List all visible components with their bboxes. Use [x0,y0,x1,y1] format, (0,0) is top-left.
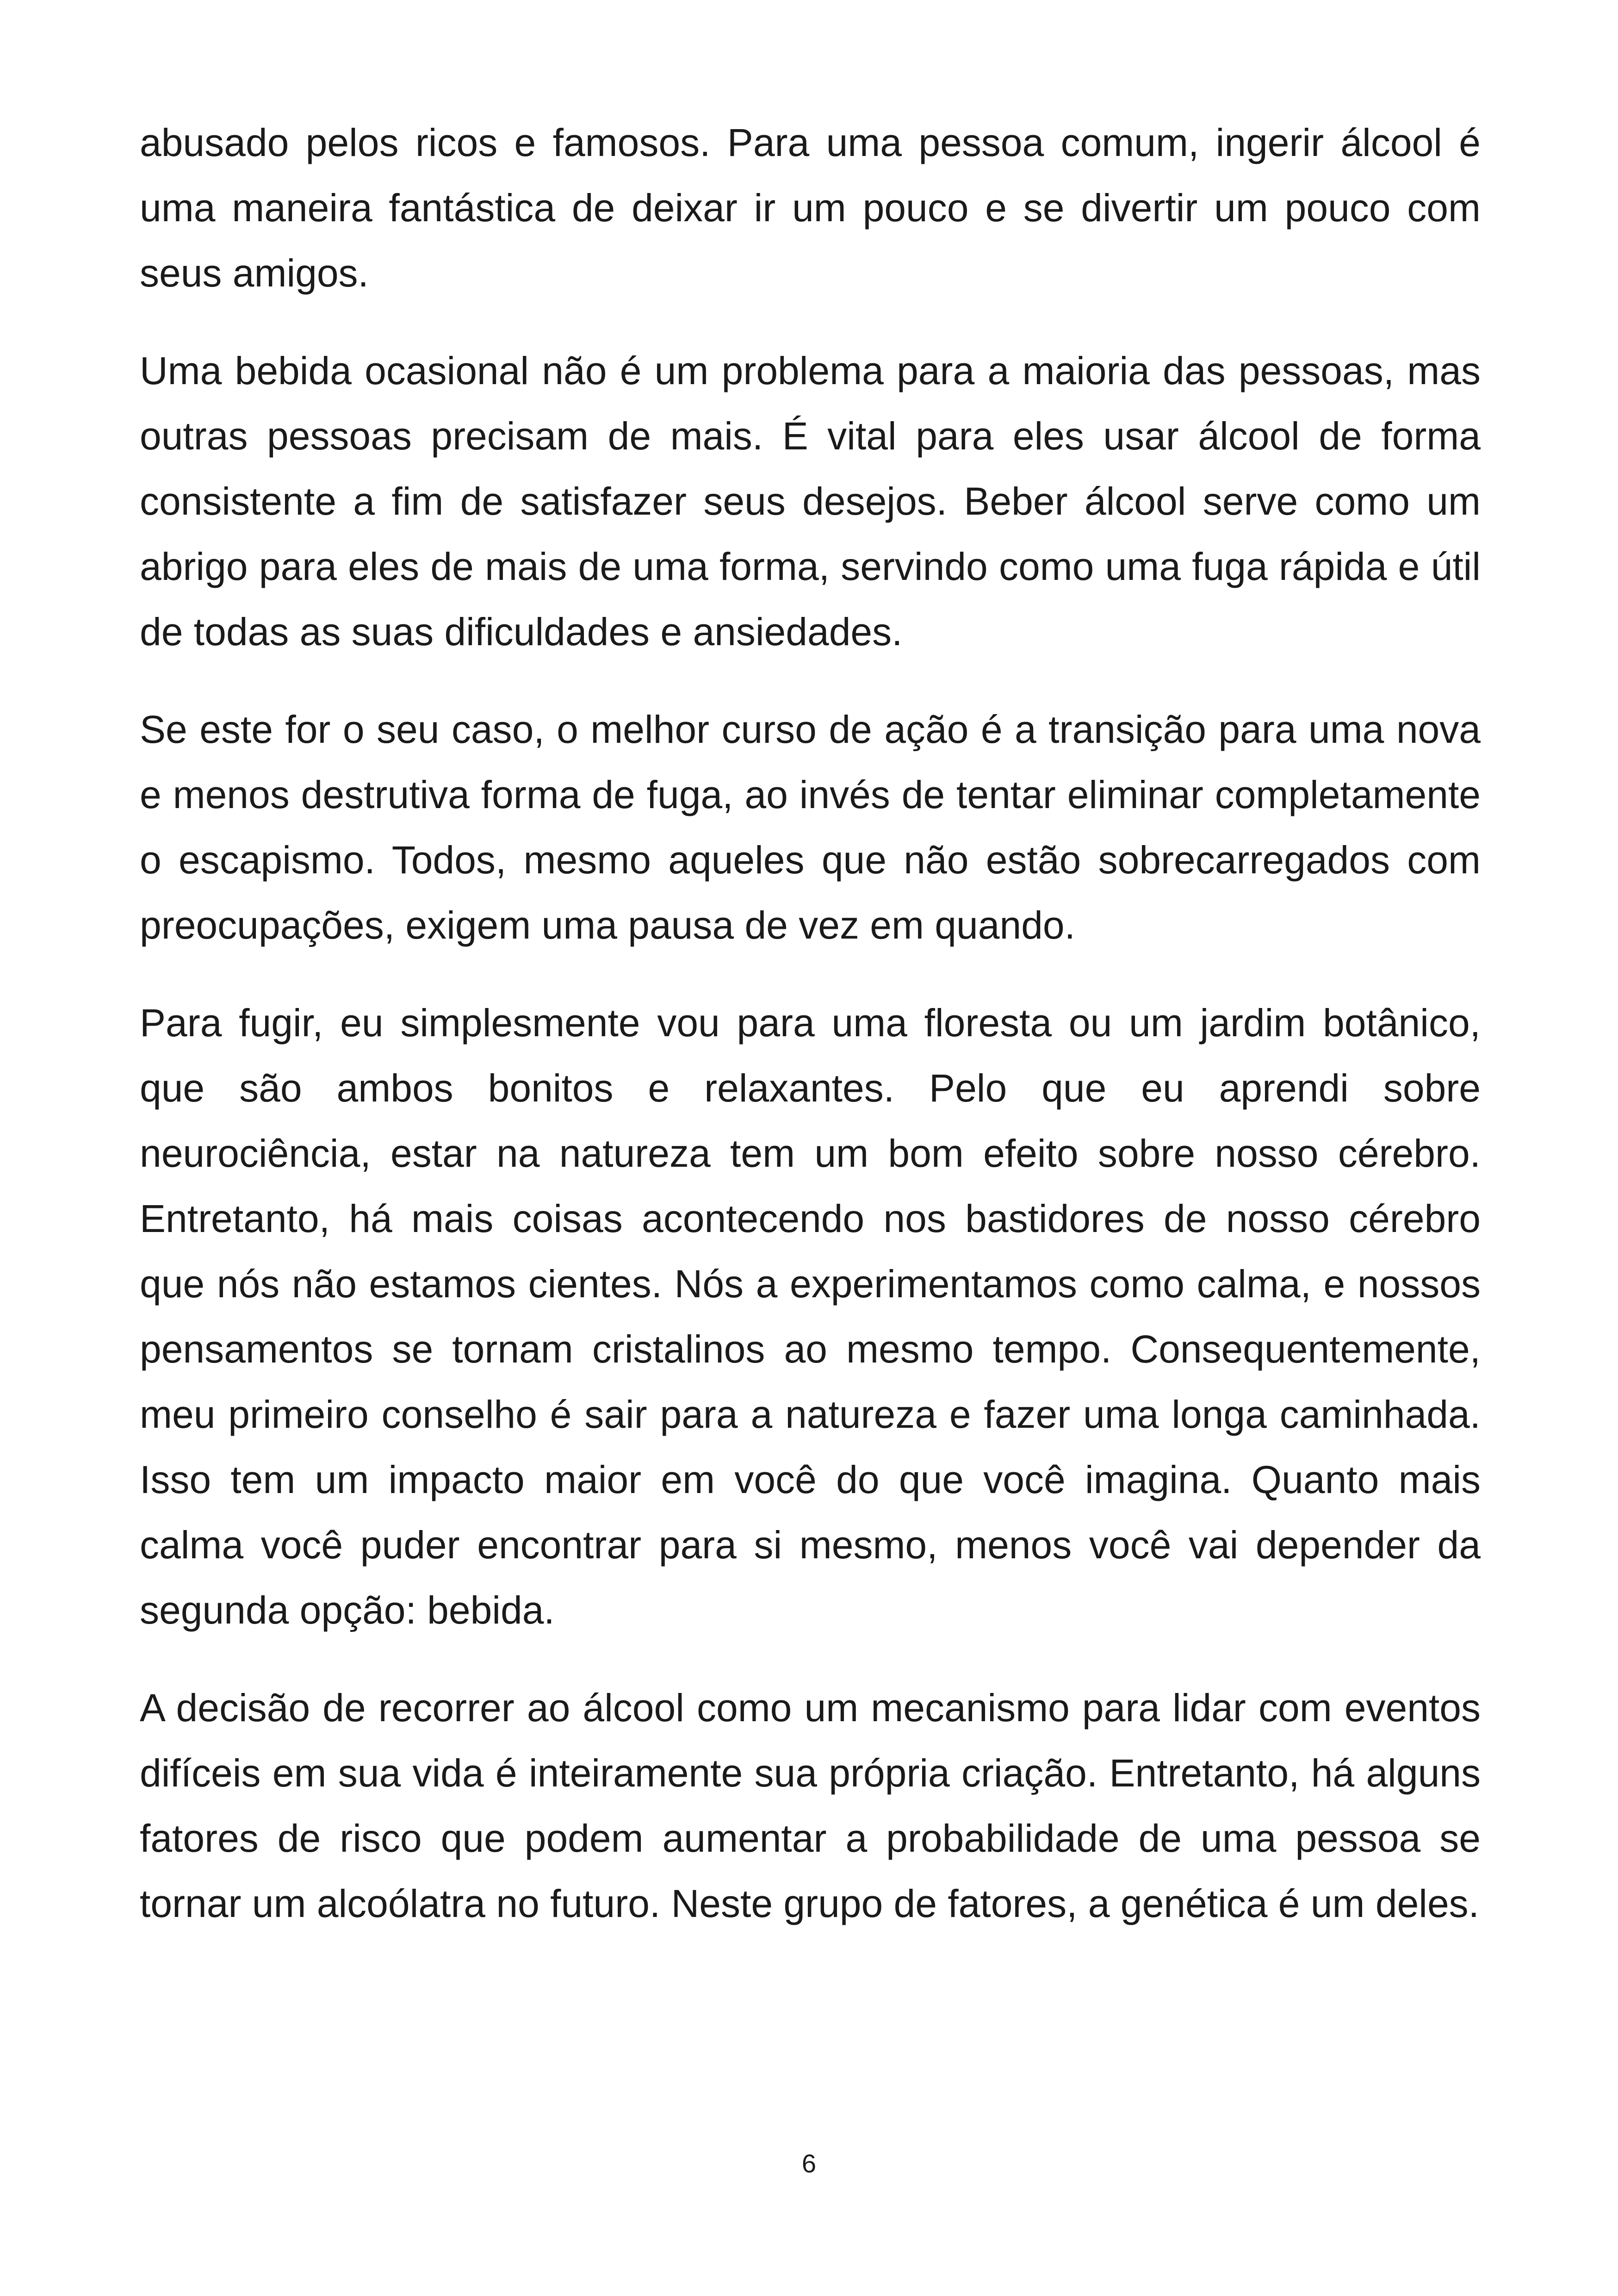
page-number: 6 [801,2149,817,2178]
paragraph-3: Se este for o seu caso, o melhor curso de ação é a transição para uma nova e menos destrutiva forma de fuga, ao invés de tentar eliminar completamente o escapismo. Todos, mesmo aqueles que não estão sobrecarregados com preocupações, exigem uma pausa de vez em quando. [140,708,1481,947]
paragraph-4: Para fugir, eu simplesmente vou para uma floresta ou um jardim botânico, que são ambos bonitos e relaxantes. Pelo que eu aprendi sobre neurociência, estar na natureza tem um bom efeito sobre nosso cérebro. Entretanto, há mais coisas acontecendo nos bastidores de nosso cérebro que nós não estamos cientes. Nós a experimentamos como calma, e nossos pensamentos se tornam cristalinos ao mesmo tempo. Consequentemente, meu primeiro conselho é sair para a natureza e fazer uma longa caminhada. Isso tem um impacto maior em você do que você imagina. Quanto mais calma você puder encontrar para si mesmo, menos você vai depender da segunda opção: bebida. [140,1001,1481,1632]
paragraph-2: Uma bebida ocasional não é um problema para a maioria das pessoas, mas outras pessoas precisam de mais. É vital para eles usar álcool de forma consistente a fim de satisfazer seus desejos. Beber álcool serve como um abrigo para eles de mais de uma forma, servindo como uma fuga rápida e útil de todas as suas dificuldades e ansiedades. [140,349,1481,653]
body-text [140,110,1481,1969]
paragraph-5: A decisão de recorrer ao álcool como um mecanismo para lidar com eventos difíceis em sua vida é inteiramente sua própria criação. Entretanto, há alguns fatores de risco que podem aumentar a probabilidade de uma pessoa se tornar um alcoólatra no futuro. Neste grupo de fatores, a genética é um deles. [140,1686,1481,1925]
paragraph-1: abusado pelos ricos e famosos. Para uma pessoa comum, ingerir álcool é uma maneira fantástica de deixar ir um pouco e se divertir um pouco com seus amigos. [140,121,1481,295]
